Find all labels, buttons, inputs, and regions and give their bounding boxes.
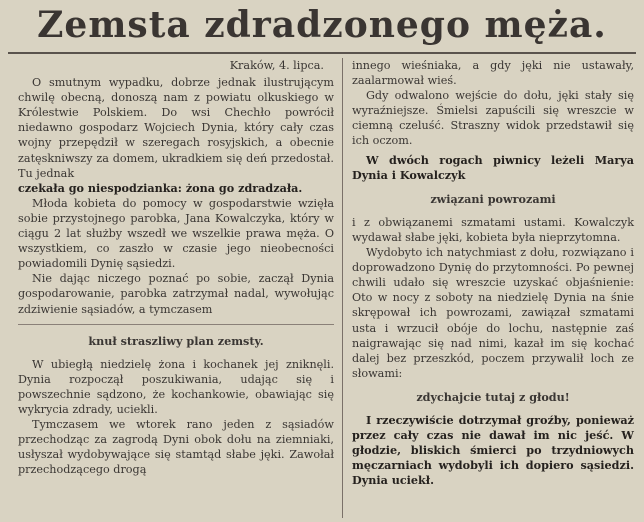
right-paragraph-4: i z obwiązanemi szmatami ustami. Kowalczyk wydawał słabe jęki, kobieta była nieprzytomna. bbox=[352, 215, 634, 244]
headline-rule bbox=[8, 52, 636, 54]
left-paragraph-3: Młoda kobieta do pomocy w gospodarstwie wzięła sobie przystojnego parobka, Jana Kowalczyka, który w ciągu 2 lat służby wszedł we wszelkie prawa męża. O wszystkiem, co zaszło w czasie jego nieobecności powiadomili Dynię sąsiedzi. bbox=[18, 196, 334, 271]
left-column bbox=[18, 58, 334, 477]
left-subheading: knuł straszliwy plan zemsty. bbox=[88, 333, 264, 348]
column-divider bbox=[342, 58, 343, 518]
right-paragraph-6: I rzeczywiście dotrzymał groźby, ponieważ przez cały czas nie dawał im nic jeść. W głodzie, bliskich śmierci po trzydniowych męczarniach wydobyli ich dopiero sąsiedzi. Dynia uciekł. bbox=[352, 412, 634, 488]
left-subheading-rule bbox=[18, 324, 334, 325]
right-paragraph-3: W dwóch rogach piwnicy leżeli Marya Dynia i Kowalczyk bbox=[352, 152, 634, 182]
right-paragraph-1: innego wieśniaka, a gdy jęki nie ustawały, zaalarmował wieś. bbox=[352, 59, 634, 88]
right-subheading-2: zdychajcie tutaj z głodu! bbox=[416, 389, 570, 404]
left-paragraph-6: Tymczasem we wtorek rano jeden z sąsiadów przechodząc za zagrodą Dyni obok dołu na ziemniaki, usłyszał wydobywające się stamtąd słabe jęki. Zawołał przechodzącego drogą bbox=[18, 418, 334, 477]
left-paragraph-1: O smutnym wypadku, dobrze jednak ilustrującym chwilę obecną, donoszą nam z powiatu olkuskiego w Królestwie Polskiem. Do wsi Chechło powrócił niedawno gospodarz Wojciech Dynia, który cały czas wojny przepędził w szeregach rosyjskich, a obecnie zatęskniwszy za domem, ukradkiem się deń przedostał. Tu jednak bbox=[18, 76, 334, 180]
right-paragraph-5: Wydobyto ich natychmiast z dołu, rozwiązano i doprowadzono Dynię do przytomności. Po pewnej chwili udało się wreszcie uzyskać objaśnienie: Oto w nocy z soboty na niedzielę Dynia na śnie skrępował ich powrozami, zawiązał szmatami usta i wrzucił obóje do lochu, następnie zaś naigrawając się nad nimi, kazał im się kochać dalej bez przeszkód, poczem przywalił loch ze słowami: bbox=[352, 246, 634, 380]
left-paragraph-2: czekała go niespodzianka: żona go zdradzała. bbox=[18, 180, 303, 195]
left-paragraph-4: Nie dając niczego poznać po sobie, zaczął Dynia gospodarowanie, parobka zatrzymał nadal, wywołując zdziwienie sąsiadów, a tymczasem bbox=[18, 272, 334, 316]
right-column bbox=[352, 58, 634, 488]
dateline: Kraków, 4. lipca. bbox=[229, 59, 324, 72]
right-subheading-1: związani powrozami bbox=[430, 191, 556, 206]
headline: Zemsta zdradzonego męża. bbox=[37, 4, 607, 46]
right-paragraph-2: Gdy odwalono wejście do dołu, jęki stały się wyraźniejsze. Śmielsi zapuścili się wreszcie w ciemną czeluść. Straszny widok przedstawił się ich oczom. bbox=[352, 89, 634, 148]
left-paragraph-5: W ubiegłą niedzielę żona i kochanek jej zniknęli. Dynia rozpoczął poszukiwania, udając się i powszechnie sądzono, że kochankowie, obawiając się wykrycia zdrady, uciekli. bbox=[18, 357, 334, 416]
